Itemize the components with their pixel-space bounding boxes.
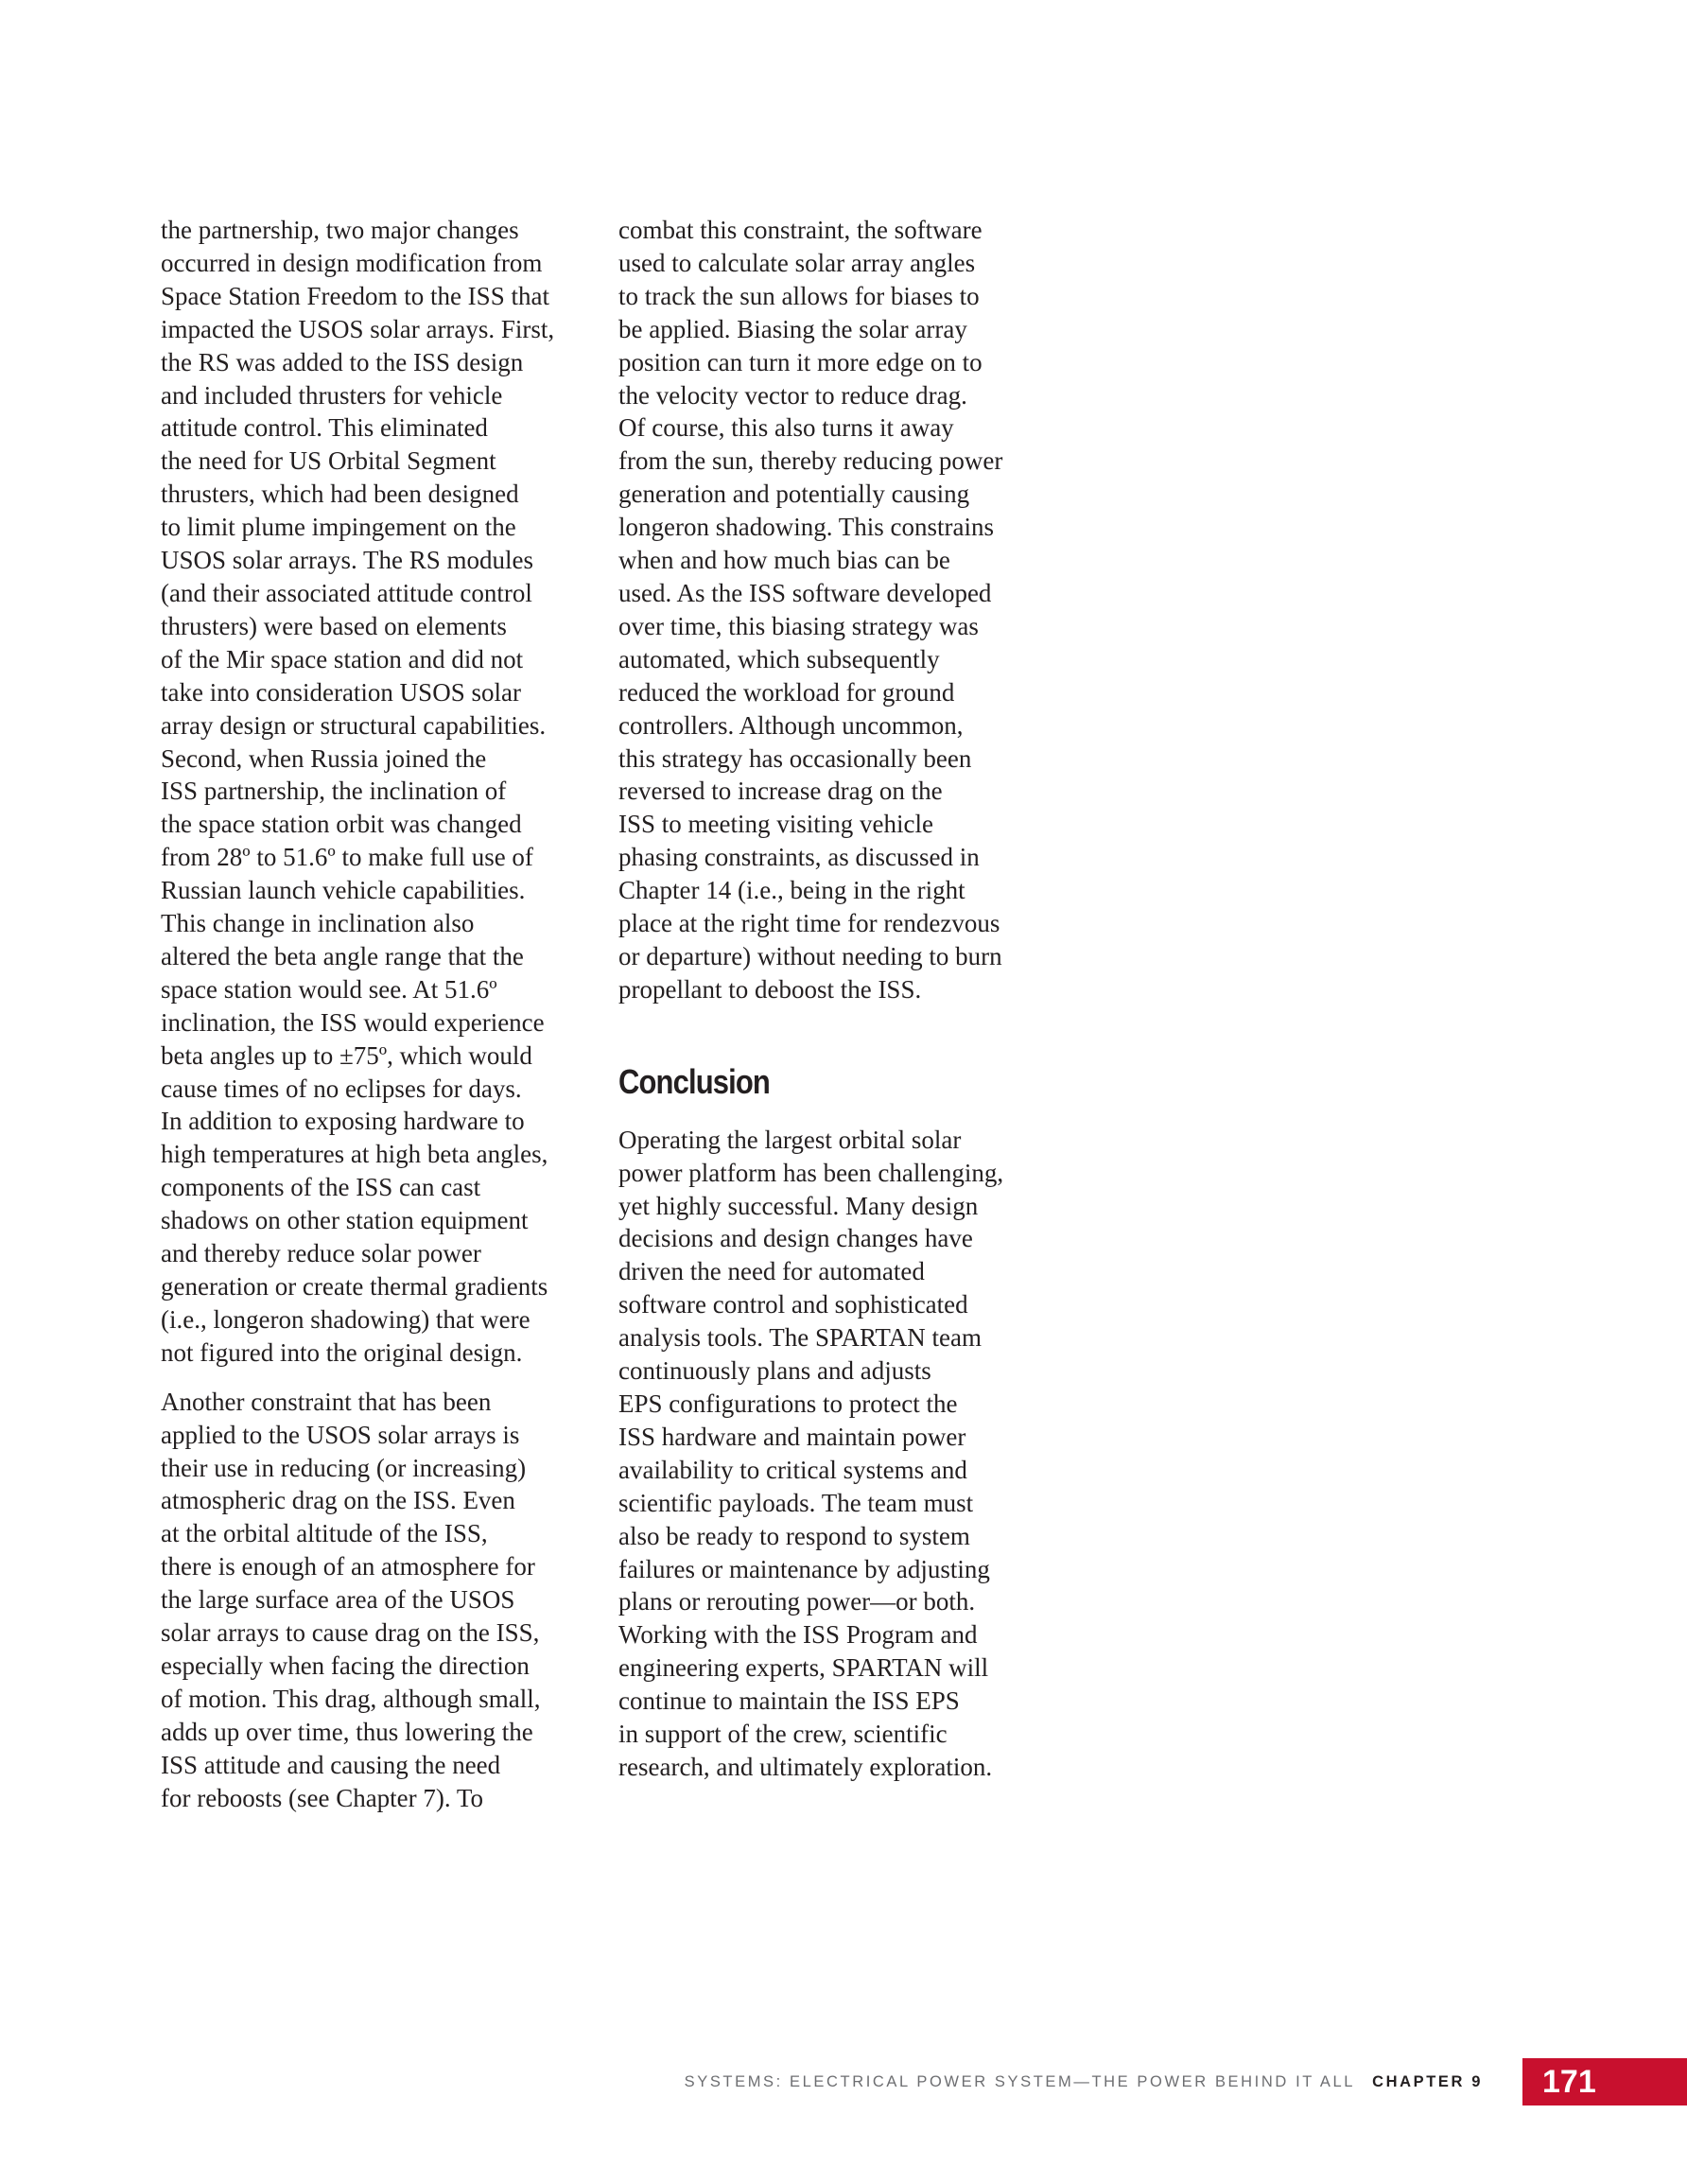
text-line: power platform has been challenging,: [618, 1158, 1004, 1187]
text-line: failures or maintenance by adjusting: [618, 1554, 990, 1583]
text-line: continue to maintain the ISS EPS: [618, 1686, 960, 1716]
text-line: used. As the ISS software developed: [618, 578, 992, 607]
text-line: array design or structural capabilities.: [161, 710, 547, 740]
text-line: from the sun, thereby reducing power: [618, 446, 1003, 476]
text-line: from 28º to 51.6º to make full use of: [161, 843, 533, 872]
text-line: when and how much bias can be: [618, 546, 950, 575]
text-line: the partnership, two major changes: [161, 216, 519, 244]
text-line: research, and ultimately exploration.: [618, 1752, 993, 1781]
text-line: thrusters, which had been designed: [161, 480, 519, 509]
text-line: propellant to deboost the ISS.: [618, 974, 922, 1004]
text-line: to limit plume impingement on the: [161, 513, 516, 542]
text-line: Working with the ISS Program and: [618, 1620, 978, 1650]
text-line: longeron shadowing. This constrains: [618, 513, 994, 542]
text-line: or departure) without needing to burn: [618, 941, 1002, 970]
text-line: the space station orbit was changed: [161, 810, 522, 839]
text-line: their use in reducing (or increasing): [161, 1453, 527, 1482]
footer-chapter-label: CHAPTER 9: [1372, 2073, 1483, 2090]
text-line: EPS configurations to protect the: [618, 1389, 958, 1418]
text-line: to track the sun allows for biases to: [618, 281, 980, 310]
text-line: inclination, the ISS would experience: [161, 1007, 545, 1037]
text-line: decisions and design changes have: [618, 1224, 973, 1253]
text-line: the large surface area of the USOS: [161, 1585, 515, 1615]
text-line: automated, which subsequently: [618, 644, 940, 673]
text-line: analysis tools. The SPARTAN team: [618, 1323, 982, 1353]
text-line: altered the beta angle range that the: [161, 941, 524, 970]
text-line: Russian launch vehicle capabilities.: [161, 876, 526, 905]
text-line: controllers. Although uncommon,: [618, 710, 964, 740]
text-line: for reboosts (see Chapter 7). To: [161, 1783, 484, 1812]
text-line: at the orbital altitude of the ISS,: [161, 1519, 488, 1548]
text-line: thrusters) were based on elements: [161, 611, 507, 640]
text-line: continuously plans and adjusts: [618, 1356, 931, 1386]
text-line: there is enough of an atmosphere for: [161, 1552, 535, 1581]
text-line: atmospheric drag on the ISS. Even: [161, 1486, 515, 1515]
text-line: USOS solar arrays. The RS modules: [161, 546, 533, 575]
text-line: not figured into the original design.: [161, 1337, 523, 1367]
text-line: and thereby reduce solar power: [161, 1239, 481, 1268]
footer-section-title: SYSTEMS: ELECTRICAL POWER SYSTEM—THE POWER BEHIND IT ALL: [684, 2073, 1356, 2090]
text-line: driven the need for automated: [618, 1257, 925, 1286]
right-column: [618, 214, 1053, 1784]
text-line: Second, when Russia joined the: [161, 743, 487, 773]
text-line: over time, this biasing strategy was: [618, 611, 979, 640]
text-line: Of course, this also turns it away: [618, 413, 954, 443]
text-line: and included thrusters for vehicle: [161, 380, 503, 410]
text-line: ISS partnership, the inclination of: [161, 777, 507, 806]
text-line: the RS was added to the ISS design: [161, 347, 524, 376]
text-line: reversed to increase drag on the: [618, 777, 943, 806]
text-line: beta angles up to ±75º, which would: [161, 1040, 532, 1070]
text-line: (i.e., longeron shadowing) that were: [161, 1304, 530, 1334]
text-line: Another constraint that has been: [161, 1387, 492, 1416]
body-paragraph: [618, 214, 1053, 1006]
text-line: generation or create thermal gradients: [161, 1272, 548, 1301]
text-line: availability to critical systems and: [618, 1455, 967, 1484]
text-line: generation and potentially causing: [618, 480, 970, 509]
text-line: this strategy has occasionally been: [618, 743, 972, 773]
text-line: impacted the USOS solar arrays. First,: [161, 314, 555, 343]
text-line: ISS hardware and maintain power: [618, 1422, 966, 1451]
text-line: plans or rerouting power—or both.: [618, 1587, 976, 1616]
text-line: cause times of no eclipses for days.: [161, 1074, 522, 1103]
page-number: 171: [1522, 2058, 1687, 2105]
text-line: Chapter 14 (i.e., being in the right: [618, 876, 965, 905]
text-line: of motion. This drag, although small,: [161, 1684, 541, 1713]
text-line: adds up over time, thus lowering the: [161, 1717, 533, 1746]
text-line: space station would see. At 51.6º: [161, 974, 497, 1004]
text-line: ISS to meeting visiting vehicle: [618, 810, 933, 839]
section-heading: Conclusion: [618, 1061, 770, 1101]
running-footer: [685, 2058, 1483, 2105]
text-line: Space Station Freedom to the ISS that: [161, 281, 549, 310]
text-line: especially when facing the direction: [161, 1651, 530, 1680]
text-line: applied to the USOS solar arrays is: [161, 1420, 520, 1449]
text-line: software control and sophisticated: [618, 1290, 968, 1319]
text-line: phasing constraints, as discussed in: [618, 843, 980, 872]
text-line: engineering experts, SPARTAN will: [618, 1653, 989, 1683]
text-line: be applied. Biasing the solar array: [618, 314, 967, 343]
text-line: place at the right time for rendezvous: [618, 909, 1000, 938]
page-footer: [0, 2058, 1687, 2105]
text-line: solar arrays to cause drag on the ISS,: [161, 1618, 540, 1648]
text-line: high temperatures at high beta angles,: [161, 1140, 548, 1169]
text-line: shadows on other station equipment: [161, 1206, 529, 1235]
body-paragraph: [161, 1386, 596, 1815]
text-line: combat this constraint, the software: [618, 216, 983, 244]
paragraph-gap: [161, 1370, 596, 1386]
text-line: used to calculate solar array angles: [618, 248, 976, 277]
text-line: Operating the largest orbital solar: [618, 1125, 962, 1154]
text-line: In addition to exposing hardware to: [161, 1107, 525, 1136]
text-line: also be ready to respond to system: [618, 1521, 970, 1550]
text-line: This change in inclination also: [161, 909, 475, 938]
text-line: scientific payloads. The team must: [618, 1488, 974, 1517]
body-paragraph: [161, 214, 596, 1370]
text-line: take into consideration USOS solar: [161, 677, 521, 707]
text-line: occurred in design modification from: [161, 248, 543, 277]
text-line: reduced the workload for ground: [618, 677, 955, 707]
left-column: [161, 214, 596, 1815]
text-line: the velocity vector to reduce drag.: [618, 380, 967, 410]
text-line: (and their associated attitude control: [161, 578, 532, 607]
text-line: in support of the crew, scientific: [618, 1720, 948, 1749]
text-line: yet highly successful. Many design: [618, 1191, 979, 1220]
text-line: position can turn it more edge on to: [618, 347, 983, 376]
body-paragraph: [618, 1124, 1053, 1784]
text-line: ISS attitude and causing the need: [161, 1750, 501, 1779]
text-line: attitude control. This eliminated: [161, 413, 488, 443]
text-line: the need for US Orbital Segment: [161, 446, 496, 476]
text-line: components of the ISS can cast: [161, 1173, 481, 1202]
text-line: of the Mir space station and did not: [161, 644, 524, 673]
